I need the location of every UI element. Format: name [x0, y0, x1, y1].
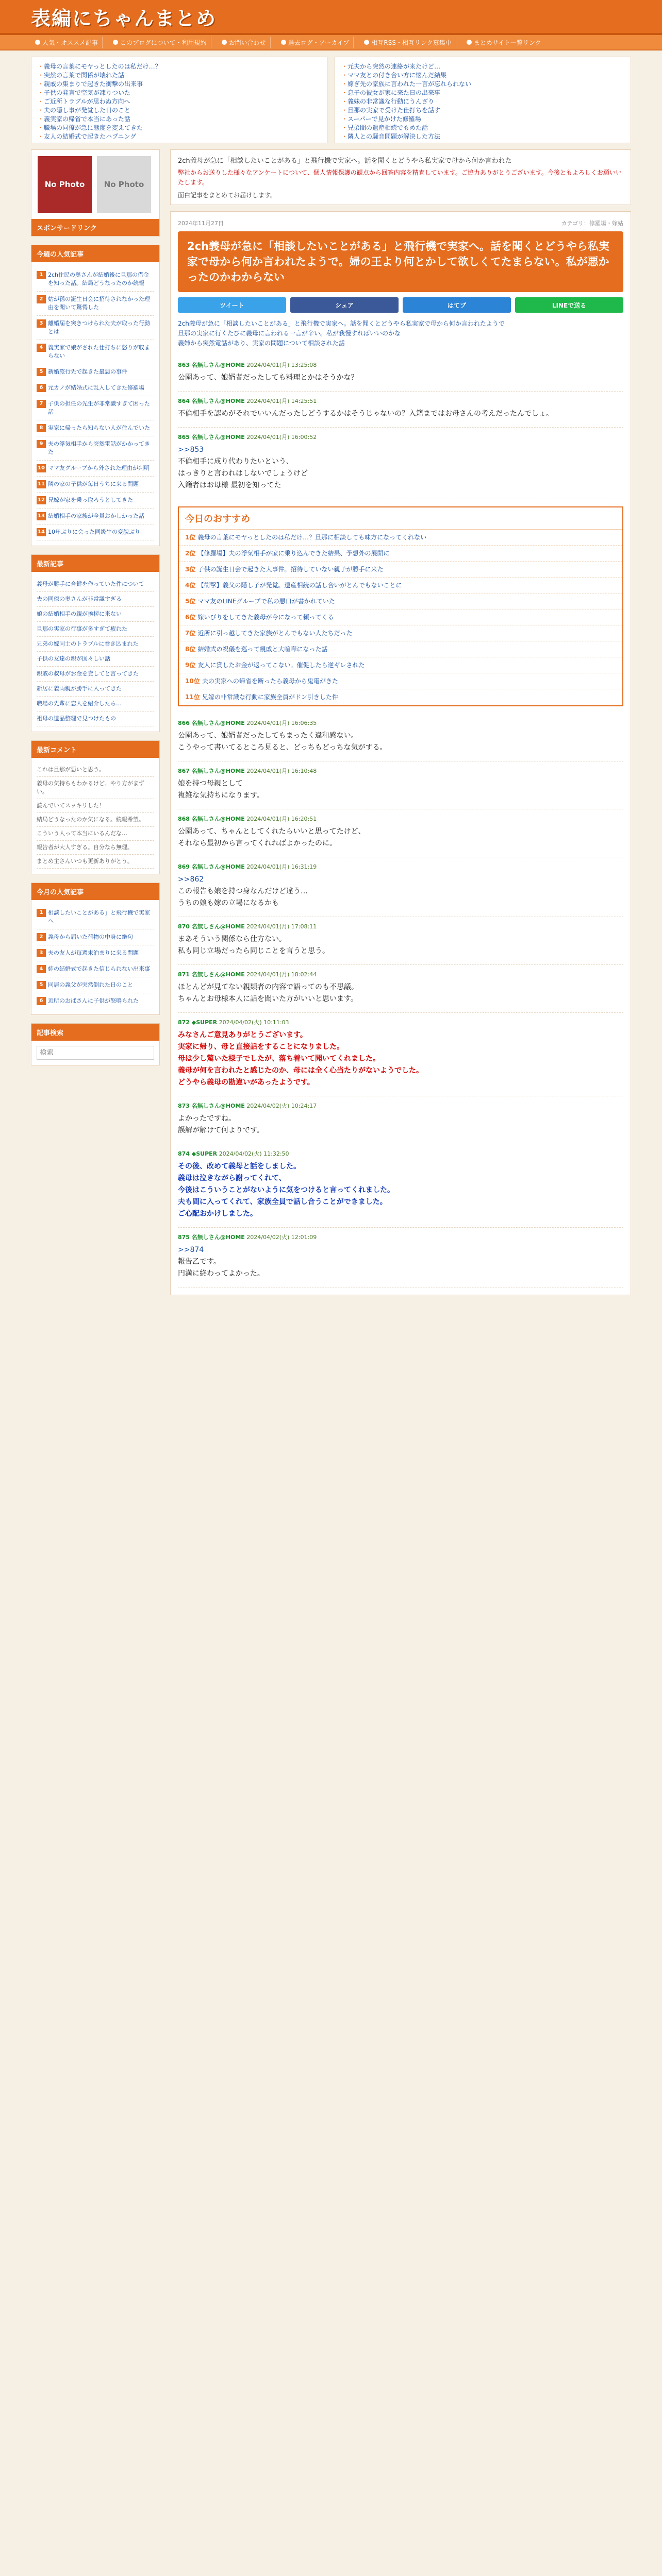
- post-header: [178, 1149, 623, 1158]
- latest-item[interactable]: 新居に義両親が勝手に入ってきた: [37, 682, 154, 697]
- ranking-item[interactable]: [37, 267, 154, 292]
- post-time: 2024/04/01(月) 17:08:11: [244, 923, 317, 930]
- post-body: 公園あって、娘婿者だったしてもまったく違和感ない。 こうやって書いてるところ見ると、どっちもどっちな気がする。: [178, 732, 387, 752]
- ticker-link[interactable]: ・ 義実家の帰省で本当にあった話: [39, 115, 320, 124]
- ticker-link[interactable]: ・ 元夫から突然の連絡が来たけど…: [342, 62, 623, 71]
- recommend-text: 近所に引っ越してきた家族がとんでもない人たちだった: [197, 630, 353, 637]
- latest-item[interactable]: 職場の先輩に恋人を紹介したら…: [37, 697, 154, 711]
- rank-number: 3: [37, 949, 46, 957]
- search-widget: [31, 1023, 160, 1065]
- ticker-link[interactable]: ・ 職場の同僚が急に態度を変えてきた: [39, 124, 320, 132]
- related-link[interactable]: 旦那の実家に行くたびに義母に言われる一言が辛い。私が我慢すればいいのかな: [178, 330, 401, 337]
- post-body: >>874 報告乙です。 円満に終わってよかった。: [178, 1246, 264, 1278]
- ticker-link[interactable]: ・ 旦那の実家で受けた仕打ちを話す: [342, 106, 623, 115]
- ticker-link[interactable]: ・ 突然の言葉で関係が壊れた話: [39, 71, 320, 80]
- comment-item[interactable]: 報告者が大人すぎる。自分なら無理。: [37, 841, 154, 855]
- post-header: [178, 1101, 623, 1110]
- recommend-item[interactable]: [179, 673, 622, 689]
- recommend-rank: 9位: [185, 662, 198, 669]
- ranking-item[interactable]: [37, 364, 154, 380]
- recommend-rank: 2位: [185, 550, 198, 557]
- rank-number: 5: [37, 368, 46, 376]
- post: [178, 1013, 623, 1096]
- popular-item[interactable]: [37, 945, 154, 961]
- post: [178, 392, 623, 428]
- post: [178, 761, 623, 809]
- recommend-item[interactable]: [179, 546, 622, 562]
- post-time: 2024/04/01(月) 16:10:48: [244, 768, 317, 774]
- recommend-text: 【衝撃】義父の隠し子が発覚。遺産相続の話し合いがとんでもないことに: [197, 582, 402, 589]
- rank-number: 4: [37, 344, 46, 352]
- ranking-list: [31, 262, 159, 546]
- post-header: [178, 862, 623, 871]
- post: [178, 714, 623, 761]
- dot-icon: [35, 40, 40, 45]
- post-author: 874 ◆SUPER: [178, 1150, 218, 1157]
- post-body: 不倫相手を認めがそれでいいんだったしどうするかはそうじゃないの？入籍まではお母さんの考えだったんでしょ。: [178, 410, 553, 418]
- share-button[interactable]: ツイート: [178, 297, 286, 313]
- comment-item[interactable]: こういう人って本当にいるんだな…: [37, 827, 154, 841]
- post-time: 2024/04/01(月) 13:25:08: [244, 362, 317, 368]
- article-date: 2024年11月27日: [178, 220, 224, 227]
- post-header: [178, 433, 623, 441]
- post-time: 2024/04/01(月) 16:00:52: [244, 434, 317, 440]
- recommend-text: 兄嫁の非常識な行動に家族全員がドン引きした件: [202, 693, 338, 701]
- recommend-text: 結婚式の祝儀を巡って親戚と大喧嘩になった話: [197, 646, 328, 653]
- rank-number: 9: [37, 440, 46, 448]
- article-category[interactable]: カテゴリ：修羅場・嫁姑: [561, 220, 623, 227]
- post-header: [178, 719, 623, 727]
- ranking-item[interactable]: [37, 524, 154, 540]
- intro-notice: 弊社からお送りした様々なアンケートについて、個人情報保護の観点から回答内容を精査しています。ご協力ありがとうございます。今後ともよろしくお願いいたします。: [178, 169, 622, 186]
- popular-item[interactable]: [37, 961, 154, 977]
- related-link[interactable]: 2ch義母が急に「相談したいことがある」と飛行機で実家へ。話を聞くとどうやら私実家で母から何か言われたようで: [178, 320, 505, 327]
- ranking-text: 子供の担任の先生が非常識すぎて困った話: [48, 400, 150, 415]
- popular-text: 姉の結婚式で起きた信じられない出来事: [48, 965, 150, 972]
- post-author: 866 名無しさん@HOME: [178, 720, 245, 726]
- pickup-label: スポンサードリンク: [31, 219, 159, 236]
- post-header: [178, 1233, 623, 1241]
- recommend-item[interactable]: [179, 625, 622, 641]
- popular-item[interactable]: [37, 929, 154, 945]
- post-time: 2024/04/01(月) 16:06:35: [244, 720, 317, 726]
- recommend-rank: 8位: [185, 646, 198, 653]
- post: [178, 428, 623, 499]
- post-anchor[interactable]: >>874: [178, 1246, 204, 1254]
- post-header: [178, 815, 623, 823]
- rank-number: 10: [37, 464, 46, 472]
- recommend-rank: 3位: [185, 566, 198, 573]
- rank-number: 13: [37, 512, 46, 520]
- popular-text: 義母から届いた荷物の中身に絶句: [48, 934, 133, 940]
- post: [178, 917, 623, 965]
- rank-number: 6: [37, 997, 46, 1005]
- latest-list: [31, 572, 159, 732]
- comment-item[interactable]: 義母の気持ちもわかるけど、やり方がまずい。: [37, 777, 154, 799]
- latest-item[interactable]: 兄弟の嫁同士のトラブルに巻き込まれた: [37, 637, 154, 652]
- post: [178, 1096, 623, 1144]
- intro-line: 面白記事をまとめてお届けします。: [178, 192, 277, 199]
- popular-item[interactable]: [37, 905, 154, 929]
- post-header: [178, 922, 623, 930]
- ticker-link[interactable]: ・ ママ友との付き合い方に悩んだ結果: [342, 71, 623, 80]
- recommend-text: 夫の実家への帰省を断ったら義母から鬼電がきた: [202, 677, 338, 685]
- ranking-title: 今週の人気記事: [31, 245, 159, 262]
- comment-list: [31, 758, 159, 874]
- nav-item[interactable]: 相互RSS・相互リンク募集中: [360, 37, 456, 48]
- post: [178, 809, 623, 857]
- latest-item[interactable]: 祖母の遺品整理で見つけたもの: [37, 711, 154, 726]
- article-title: 2ch義母が急に「相談したいことがある」と飛行機で実家へ。話を聞くとどうやら私実家で母から何か言われたようで。婦の王より何とかして欲しくてたまらない。私が悪かったのかわからない: [178, 231, 623, 292]
- ranking-item[interactable]: [37, 509, 154, 524]
- dot-icon: [222, 40, 227, 45]
- related-link[interactable]: 義姉から突然電話があり、実家の問題について相談された話: [178, 340, 345, 347]
- comment-item[interactable]: 読んでいてスッキリした！: [37, 799, 154, 813]
- recommend-rank: 1位: [185, 534, 198, 541]
- ranking-text: 元カノが結婚式に乱入してきた修羅場: [48, 384, 144, 391]
- post-author: 869 名無しさん@HOME: [178, 863, 245, 870]
- post-time: 2024/04/01(月) 16:31:19: [244, 863, 317, 870]
- rank-number: 7: [37, 400, 46, 408]
- post: [178, 857, 623, 917]
- post-header: [178, 767, 623, 775]
- share-button[interactable]: シェア: [290, 297, 399, 313]
- post-body: その後、改めて義母と話をしました。 義母は泣きながら謝ってくれて、 今後はこういうことがないように気をつけると言ってくれました。 夫も間に入ってくれて、家族全員で話し合うことができました。 ご心配おかけしました。: [178, 1162, 394, 1218]
- rank-number: 8: [37, 424, 46, 432]
- ticker-link[interactable]: ・ 義母の言葉にモヤっとしたのは私だけ…？: [39, 62, 320, 71]
- intro-line: 2ch義母が急に「相談したいことがある」と飛行機で実家へ。話を聞くとどうやら私実家で母から何か言われた: [178, 157, 512, 165]
- recommend-box: [178, 506, 623, 706]
- popular-list: [31, 900, 159, 1014]
- ticker-link[interactable]: ・ 隣人との騒音問題が解決した方法: [342, 132, 623, 141]
- recommend-text: 子供の誕生日会で起きた大事件。招待していない親子が勝手に来た: [197, 566, 384, 573]
- comment-title: 最新コメント: [31, 741, 159, 758]
- recommend-rank: 4位: [185, 582, 198, 589]
- ranking-item[interactable]: [37, 292, 154, 316]
- nav-item[interactable]: 人気・オススメ記事: [31, 37, 103, 48]
- ranking-item[interactable]: [37, 493, 154, 509]
- post-header: [178, 970, 623, 978]
- ranking-item[interactable]: [37, 340, 154, 364]
- rank-number: 2: [37, 933, 46, 941]
- layout: [31, 149, 631, 1295]
- post-author: 871 名無しさん@HOME: [178, 971, 245, 978]
- nav-item[interactable]: 過去ログ・アーカイブ: [277, 37, 354, 48]
- rank-number: 1: [37, 271, 46, 279]
- post-body: よかったですね。 誤解が解けて何よりです。: [178, 1114, 264, 1134]
- ranking-item[interactable]: [37, 477, 154, 493]
- ranking-item[interactable]: [37, 436, 154, 461]
- recommend-title: 今日のおすすめ: [179, 507, 622, 530]
- post: [178, 965, 623, 1013]
- ranking-item[interactable]: [37, 396, 154, 420]
- post-body: ほとんどが見てない親類者の内容で語ってのも不思議。 ちゃんとお母様本人に話を聞いた方がいいと思います。: [178, 983, 358, 1003]
- ticker-link[interactable]: ・ 息子の彼女が家に来た日の出来事: [342, 89, 623, 97]
- recommend-rank: 11位: [185, 693, 202, 701]
- post: [178, 355, 623, 392]
- dot-icon: [467, 40, 472, 45]
- popular-widget: [31, 883, 160, 1015]
- ticker-link[interactable]: ・ 義妹の非常識な行動にうんざり: [342, 97, 623, 106]
- post-time: 2024/04/01(月) 16:20:51: [244, 816, 317, 822]
- ranking-text: 10年ぶりに会った同級生の変貌ぶり: [48, 529, 140, 535]
- post-author: 872 ◆SUPER: [178, 1019, 218, 1026]
- intro-box: [170, 149, 631, 205]
- post-header: [178, 361, 623, 369]
- ticker-left: [31, 57, 327, 143]
- site-header: [0, 0, 662, 35]
- recommend-text: 嫁いびりをしてきた義母が今になって頼ってくる: [197, 614, 334, 621]
- recommend-item[interactable]: [179, 530, 622, 546]
- site-logo[interactable]: 表編にちゃんまとめ: [31, 6, 217, 30]
- ranking-text: 兄嫁が家を乗っ取ろうとしてきた: [48, 497, 133, 503]
- popular-title: 今月の人気記事: [31, 883, 159, 900]
- post-author: 867 名無しさん@HOME: [178, 768, 245, 774]
- ticker-link[interactable]: ・ 友人の結婚式で起きたハプニング: [39, 132, 320, 141]
- sidebar-thumbnail[interactable]: No Photo: [38, 156, 92, 213]
- ranking-item[interactable]: [37, 316, 154, 340]
- post: [178, 1144, 623, 1228]
- rank-number: 11: [37, 480, 46, 488]
- posts-bottom: [178, 714, 623, 1287]
- rank-number: 4: [37, 965, 46, 973]
- post-time: 2024/04/02(火) 10:11:03: [217, 1019, 289, 1026]
- recommend-item[interactable]: [179, 689, 622, 705]
- latest-item[interactable]: 旦那の実家の行事が多すぎて疲れた: [37, 622, 154, 637]
- post: [178, 1228, 623, 1287]
- recommend-rank: 6位: [185, 614, 198, 621]
- latest-item[interactable]: 親戚の叔母がお金を貸してと言ってきた: [37, 667, 154, 682]
- post-header: [178, 1018, 623, 1026]
- rank-number: 12: [37, 496, 46, 504]
- comment-item[interactable]: これは旦那が悪いと思う。: [37, 763, 154, 777]
- post-body: 公園あって、娘婿者だったしても料理とかはそうかな？: [178, 374, 358, 382]
- ticker-link[interactable]: ・ 子供の発言で空気が凍りついた: [39, 89, 320, 97]
- post-author: 868 名無しさん@HOME: [178, 816, 245, 822]
- latest-widget: [31, 554, 160, 732]
- related-links: [178, 319, 623, 348]
- post-author: 864 名無しさん@HOME: [178, 398, 245, 404]
- recommend-rank: 10位: [185, 677, 202, 685]
- rank-number: 1: [37, 909, 46, 917]
- ranking-text: ママ友グループから外された理由が判明: [48, 465, 150, 471]
- share-button[interactable]: LINEで送る: [515, 297, 623, 313]
- ranking-text: 隣の家の子供が毎日うちに来る問題: [48, 481, 139, 487]
- post-author: 870 名無しさん@HOME: [178, 923, 245, 930]
- search-input[interactable]: [37, 1046, 154, 1060]
- search-body: [31, 1041, 159, 1065]
- post-time: 2024/04/02(火) 11:32:50: [217, 1150, 289, 1157]
- rank-number: 2: [37, 295, 46, 303]
- latest-item[interactable]: 娘の結婚相手の親が挨拶に来ない: [37, 607, 154, 622]
- nav-item[interactable]: まとめサイト一覧リンク: [462, 37, 545, 48]
- rank-number: 5: [37, 981, 46, 989]
- main-nav: [0, 35, 662, 50]
- ticker-link[interactable]: ・ 嫁ぎ先の家族に言われた一言が忘れられない: [342, 80, 623, 89]
- post-anchor[interactable]: >>853: [178, 446, 204, 454]
- ranking-text: 結婚相手の家族が全員おかしかった話: [48, 513, 144, 519]
- post-body: 公園あって、ちゃんとしてくれたらいいと思ってたけど、 それなら最初から言ってくれればよかったのに。: [178, 827, 366, 848]
- sidebar: [31, 149, 160, 1295]
- post-author: 865 名無しさん@HOME: [178, 434, 245, 440]
- search-title: 記事検索: [31, 1024, 159, 1041]
- latest-item[interactable]: 義母が勝手に合鍵を作っていた件について: [37, 577, 154, 592]
- post-body: 娘を持つ母親として 複雑な気持ちになります。: [178, 779, 264, 800]
- latest-title: 最新記事: [31, 555, 159, 572]
- ranking-item[interactable]: [37, 461, 154, 477]
- ticker-link[interactable]: ・ 兄弟間の遺産相続でもめた話: [342, 124, 623, 132]
- recommend-text: 友人に貸したお金が返ってこない。催促したら逆ギレされた: [197, 662, 365, 669]
- nav-item[interactable]: お問い合わせ: [218, 37, 271, 48]
- ticker-link[interactable]: ・ 夫の隠し事が発覚した日のこと: [39, 106, 320, 115]
- post-time: 2024/04/02(火) 10:24:17: [244, 1103, 317, 1109]
- recommend-item[interactable]: [179, 594, 622, 609]
- share-button[interactable]: はてブ: [403, 297, 511, 313]
- ranking-text: 義実家で娘がされた仕打ちに怒りが収まらない: [48, 344, 150, 359]
- post-author: 863 名無しさん@HOME: [178, 362, 245, 368]
- ticker-link[interactable]: ・ スーパーで見かけた修羅場: [342, 115, 623, 124]
- popular-item[interactable]: [37, 993, 154, 1009]
- recommend-text: 義母の言葉にモヤっとしたのは私だけ…？旦那に相談しても味方になってくれない: [197, 534, 427, 541]
- recommend-rank: 5位: [185, 598, 198, 605]
- rank-number: 3: [37, 319, 46, 328]
- sidebar-logo-widget: [31, 149, 160, 236]
- popular-item[interactable]: [37, 977, 154, 993]
- dot-icon: [113, 40, 118, 45]
- popular-text: 夫の友人が毎週末泊まりに来る問題: [48, 950, 139, 956]
- logo-card: [31, 150, 159, 219]
- ticker-right: [335, 57, 631, 143]
- ranking-text: 実家に帰ったら知らない人が住んでいた: [48, 425, 150, 431]
- ticker-link[interactable]: ・ 親戚の集まりで起きた衝撃の出来事: [39, 80, 320, 89]
- dot-icon: [281, 40, 286, 45]
- recommend-list: [179, 530, 622, 705]
- posts-top: [178, 355, 623, 499]
- rank-number: 14: [37, 528, 46, 536]
- comment-item[interactable]: まとめ主さんいつも更新ありがとう。: [37, 855, 154, 869]
- post-header: [178, 397, 623, 405]
- comment-item[interactable]: 結局どうなったのか気になる。続報希望。: [37, 813, 154, 827]
- recommend-item[interactable]: [179, 657, 622, 673]
- latest-item[interactable]: 夫の同僚の奥さんが非常識すぎる: [37, 592, 154, 607]
- share-buttons: [178, 297, 623, 313]
- recommend-text: 【修羅場】夫の浮気相手が家に乗り込んできた結果、予想外の展開に: [197, 550, 390, 557]
- ranking-text: 離婚届を突きつけられた夫が取った行動とは: [48, 320, 150, 335]
- recommend-item[interactable]: [179, 641, 622, 657]
- ranking-text: 新婚旅行先で起きた最悪の事件: [48, 368, 127, 375]
- popular-text: 近所のおばさんに子供が怒鳴られた: [48, 997, 139, 1004]
- post-time: 2024/04/01(月) 14:25:51: [244, 398, 317, 404]
- rank-number: 6: [37, 384, 46, 392]
- recommend-item[interactable]: [179, 578, 622, 594]
- sidebar-thumbnail[interactable]: No Photo: [97, 156, 151, 213]
- main: [170, 149, 631, 1295]
- recommend-item[interactable]: [179, 609, 622, 625]
- recommend-item[interactable]: [179, 562, 622, 578]
- ticker-link[interactable]: ・ ご近所トラブルが思わぬ方向へ: [39, 97, 320, 106]
- post-time: 2024/04/02(火) 12:01:09: [244, 1234, 317, 1241]
- ranking-item[interactable]: [37, 380, 154, 396]
- ranking-widget: [31, 245, 160, 546]
- ranking-text: 夫の浮気相手から突然電話がかかってきた: [48, 440, 150, 455]
- post-body: >>862 この報告も娘を持つ身なんだけど違う… うちの娘も嫁の立場になるかも: [178, 875, 308, 907]
- popular-text: 相談したいことがある」と飛行機で実家へ: [48, 909, 150, 924]
- article-meta: [178, 219, 623, 227]
- ticker: [31, 57, 631, 143]
- ranking-item[interactable]: [37, 420, 154, 436]
- post-body: >>853 不倫相手に成り代わりたいという、 はっきりと言われはしないでしょうけど 入籍者はお母様 最初を知ってた: [178, 446, 308, 489]
- post-body: まあそういう関係なら仕方ない。 私も同じ立場だったら同じことを言うと思う。: [178, 935, 329, 955]
- article: [170, 211, 631, 1295]
- popular-text: 同居の義父が突然倒れた日のこと: [48, 981, 133, 988]
- post-anchor[interactable]: >>862: [178, 875, 204, 884]
- ranking-text: 姑が孫の誕生日会に招待されなかった理由を聞いて驚愕した: [48, 296, 150, 311]
- post-author: 873 名無しさん@HOME: [178, 1103, 245, 1109]
- ranking-text: 2ch住民の奥さんが結婚後に旦那の借金を知った話。結局どうなったのか続報: [48, 272, 150, 286]
- recommend-text: ママ友のLINEグループで私の悪口が書かれていた: [197, 598, 335, 605]
- latest-item[interactable]: 子供の友達の親が図々しい話: [37, 652, 154, 667]
- post-time: 2024/04/01(月) 18:02:44: [244, 971, 317, 978]
- post-body: みなさんご意見ありがとうございます。 実家に帰り、母と直接話をすることになりました。 母は少し驚いた様子でしたが、落ち着いて聞いてくれました。 義母が何を言われたと感じたのか、母には全く心当たりがないようでした。 どうやら義母の勘違いがあったようです。: [178, 1031, 423, 1087]
- nav-item[interactable]: このブログについて・利用規約: [109, 37, 211, 48]
- comment-widget: [31, 740, 160, 874]
- post-author: 875 名無しさん@HOME: [178, 1234, 245, 1241]
- dot-icon: [364, 40, 369, 45]
- recommend-rank: 7位: [185, 630, 198, 637]
